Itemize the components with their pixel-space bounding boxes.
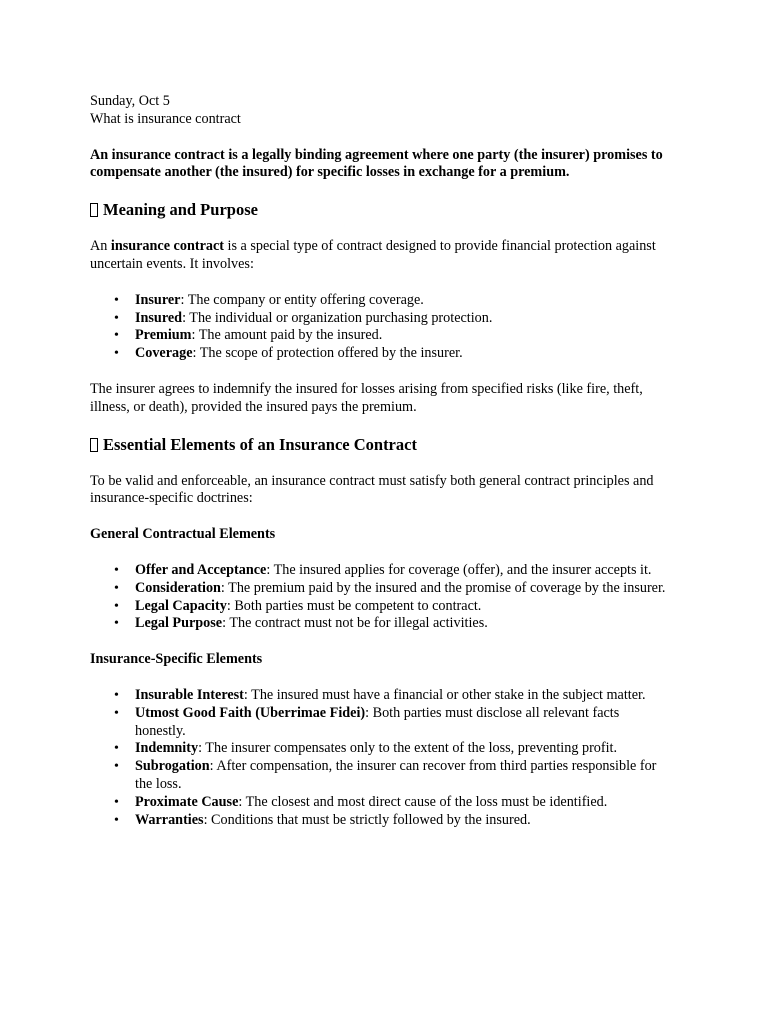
meaning-intro [90, 238, 678, 274]
missing-glyph-icon [90, 438, 98, 452]
list-item: • Indemnity: The insurer compensates only to the extent of the loss, preventing profit. [114, 740, 618, 757]
intro-prefix: An [90, 238, 111, 255]
list-item: • Offer and Acceptance: The insured applies for coverage (offer), and the insurer accepts it. [114, 561, 652, 578]
section-heading-meaning [90, 200, 678, 220]
intro-suffix: is a special type of contract designed to provide financial protection against uncertain events. It involves: [90, 238, 656, 272]
section-heading-text: Meaning and Purpose [103, 200, 258, 220]
document-subject: What is insurance contract [90, 110, 241, 127]
missing-glyph-icon [90, 203, 98, 217]
list-item: • Insurable Interest: The insured must have a financial or other stake in the subject matter. [114, 686, 646, 703]
list-item: • Insured: The individual or organization purchasing protection. [114, 309, 493, 326]
section-heading-elements [90, 435, 678, 455]
subheading-specific: Insurance-Specific Elements [90, 651, 263, 668]
document-date: Sunday, Oct 5 [90, 93, 170, 109]
list-item: • Consideration: The premium paid by the insured and the promise of coverage by the insurer. [114, 579, 666, 596]
list-item: • Proximate Cause: The closest and most direct cause of the loss must be identified. [114, 793, 608, 810]
parties-list [90, 292, 678, 363]
list-item: • Warranties: Conditions that must be strictly followed by the insured. [114, 811, 531, 828]
list-item: • Premium: The amount paid by the insured. [114, 327, 383, 344]
list-item: • Legal Capacity: Both parties must be competent to contract. [114, 597, 482, 614]
list-item: • Subrogation: After compensation, the insurer can recover from third parties responsible for the loss. [114, 758, 657, 792]
lead-paragraph: An insurance contract is a legally binding agreement where one party (the insurer) promises to compensate another (the insured) for specific losses in exchange for a premium. [90, 146, 663, 181]
list-item: • Coverage: The scope of protection offered by the insurer. [114, 345, 463, 362]
meaning-closing: The insurer agrees to indemnify the insured for losses arising from specified risks (like fire, theft, illness, or death), provided the insured pays the premium. [90, 380, 643, 415]
elements-intro: To be valid and enforceable, an insurance contract must satisfy both general contract principles and insurance-specific doctrines: [90, 472, 654, 507]
list-item: • Insurer: The company or entity offering coverage. [114, 291, 424, 308]
list-item: • Legal Purpose: The contract must not be for illegal activities. [114, 615, 488, 632]
subheading-general: General Contractual Elements [90, 526, 276, 543]
list-item: • Utmost Good Faith (Uberrimae Fidei): Both parties must disclose all relevant facts honestly. [114, 704, 620, 739]
specific-elements-list [90, 687, 678, 829]
section-heading-text: Essential Elements of an Insurance Contract [103, 434, 417, 454]
general-elements-list [90, 562, 678, 633]
intro-bold: insurance contract [110, 238, 224, 255]
